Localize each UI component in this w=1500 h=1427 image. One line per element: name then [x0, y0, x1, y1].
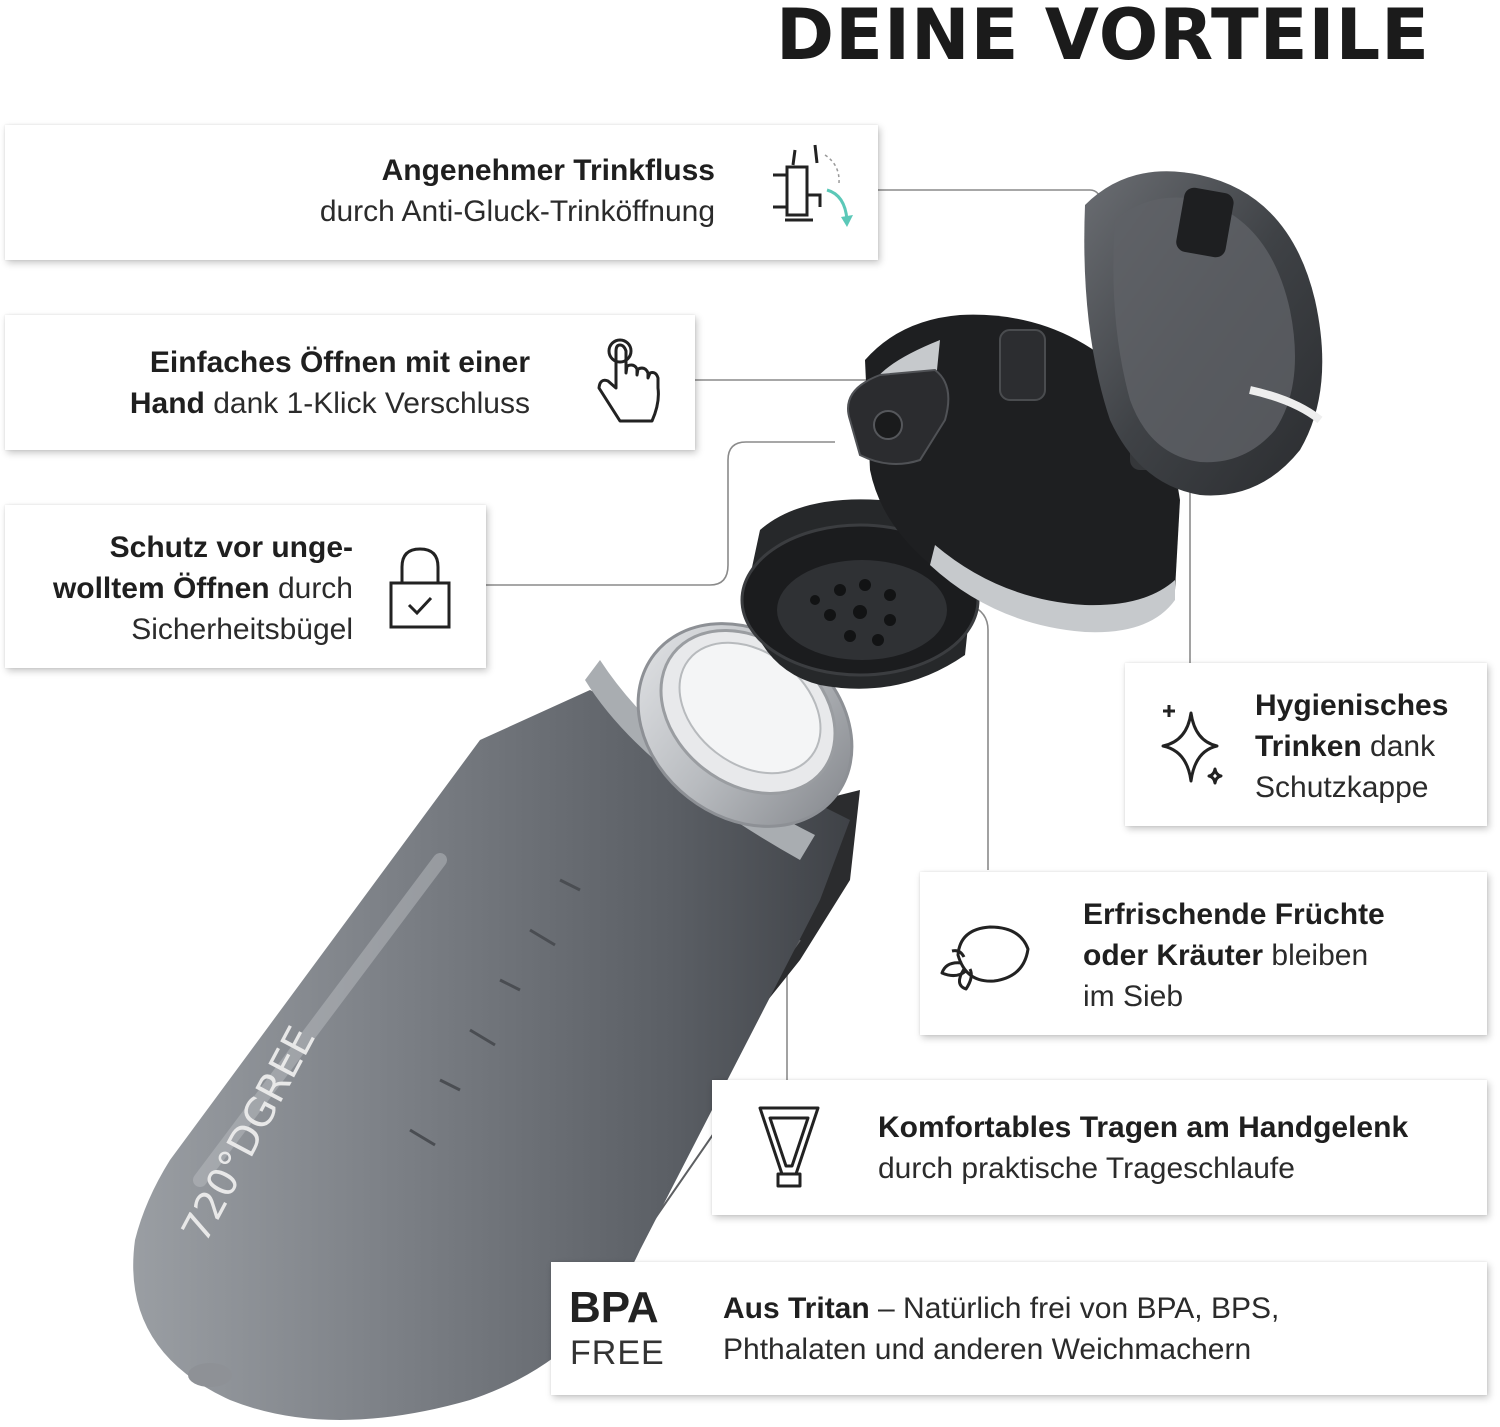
feature-card-tritan — [551, 1262, 1487, 1395]
strap-loop-icon — [754, 1102, 824, 1197]
feature-text: – Natürlich frei von BPA, BPS, — [869, 1292, 1280, 1325]
feature-card-fruit — [920, 872, 1487, 1035]
lemon-icon — [938, 917, 1038, 992]
feature-text: durch Anti-Gluck-Trinköffnung — [319, 195, 715, 228]
feature-title: Hygienisches — [1255, 689, 1449, 722]
feature-text: durch praktische Trageschlaufe — [878, 1152, 1295, 1185]
drinking-spout-icon — [765, 135, 855, 245]
padlock-icon — [385, 543, 455, 633]
feature-title-cont: oder Kräuter — [1083, 939, 1264, 972]
feature-title: Komfortables Tragen am Handgelenk — [878, 1111, 1409, 1144]
feature-text-cont: Schutzkappe — [1255, 771, 1429, 804]
feature-title: Schutz vor unge- — [109, 531, 353, 564]
brand-logo: 720°DGREE — [173, 1019, 325, 1250]
feature-title-cont: wolltem Öffnen — [52, 572, 270, 605]
feature-text-cont: im Sieb — [1083, 980, 1184, 1013]
feature-title-cont: Trinken — [1255, 730, 1362, 763]
pointing-hand-icon — [590, 333, 670, 433]
feature-card-one-hand — [5, 315, 695, 450]
feature-card-strap — [712, 1080, 1487, 1215]
feature-text-cont: Sicherheitsbügel — [131, 613, 353, 646]
page-title: DEINE VORTEILE — [776, 0, 1430, 76]
feature-text: dank — [1361, 730, 1436, 763]
feature-text: durch — [269, 572, 353, 605]
feature-card-drinkflow — [5, 125, 878, 260]
feature-card-safety — [5, 505, 486, 668]
feature-text: dank 1-Klick Verschluss — [204, 387, 530, 420]
feature-title: Einfaches Öffnen mit einer — [149, 346, 530, 379]
feature-text: bleiben — [1263, 939, 1369, 972]
feature-title: Aus Tritan — [723, 1292, 870, 1325]
sparkle-icon — [1153, 701, 1228, 791]
feature-card-hygiene — [1125, 663, 1487, 826]
bpa-badge-big: BPA — [569, 1283, 659, 1332]
feature-title-cont: Hand — [129, 387, 205, 420]
feature-text-cont: Phthalaten und anderen Weichmachern — [723, 1333, 1252, 1366]
feature-title: Erfrischende Früchte — [1083, 898, 1385, 931]
feature-title: Angenehmer Trinkfluss — [381, 154, 715, 187]
bpa-badge-small: FREE — [570, 1334, 665, 1372]
